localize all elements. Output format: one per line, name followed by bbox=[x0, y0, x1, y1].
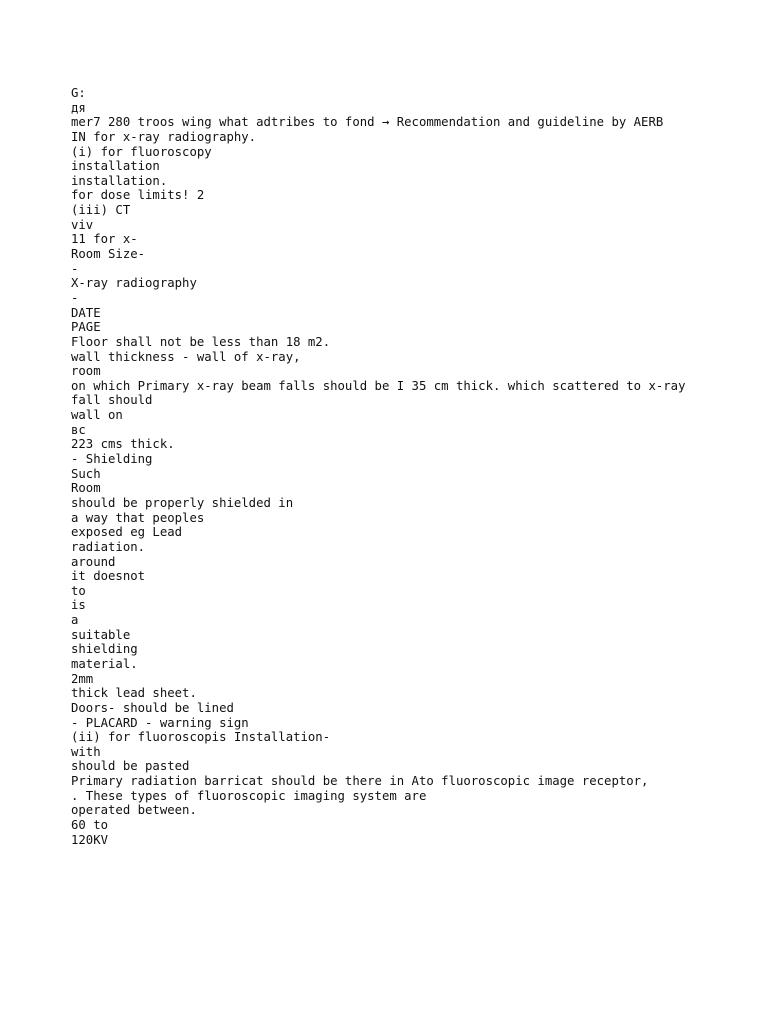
text-line: IN for x-ray radiography. bbox=[71, 129, 257, 144]
text-line: material. bbox=[71, 656, 138, 671]
text-line: PAGE bbox=[71, 320, 101, 335]
text-line: suitable bbox=[71, 627, 131, 642]
text-line: fall should bbox=[71, 393, 153, 408]
text-line: (ii) for fluoroscopis Installation- bbox=[71, 730, 331, 745]
text-line: - bbox=[71, 261, 79, 276]
text-line: DATE bbox=[71, 305, 101, 320]
text-line: 11 for x- bbox=[71, 232, 138, 247]
text-line: exposed eg Lead bbox=[71, 525, 183, 540]
text-line: 60 to bbox=[71, 818, 109, 833]
text-line: mer7 280 troos wing what adtribes to fond → Recommendation and guideline by AERB bbox=[71, 115, 664, 130]
text-line: shielding bbox=[71, 642, 138, 657]
text-line: on which Primary x-ray beam falls should be I 35 cm thick. which scattered to x-ray bbox=[71, 378, 686, 393]
text-line: Floor shall not be less than 18 m2. bbox=[71, 334, 331, 349]
text-line: viv bbox=[71, 217, 94, 232]
ocr-text-block bbox=[71, 86, 751, 847]
text-line: operated between. bbox=[71, 803, 197, 818]
text-line: (iii) CT bbox=[71, 203, 131, 218]
text-line: with bbox=[71, 744, 101, 759]
text-line: to bbox=[71, 583, 86, 598]
text-line: thick lead sheet. bbox=[71, 686, 197, 701]
text-line: Room Size- bbox=[71, 247, 146, 262]
text-line: Doors- should be lined bbox=[71, 700, 234, 715]
text-line: wall thickness - wall of x-ray, bbox=[71, 349, 301, 364]
text-line: radiation. bbox=[71, 539, 146, 554]
text-line: X-ray radiography bbox=[71, 276, 197, 291]
text-line: installation. bbox=[71, 173, 168, 188]
text-line: it doesnot bbox=[71, 569, 146, 584]
text-line: Primary radiation barricat should be there in Ato fluoroscopic image receptor, bbox=[71, 774, 649, 789]
text-line: is bbox=[71, 598, 86, 613]
text-line: room bbox=[71, 364, 101, 379]
text-line: 120KV bbox=[71, 832, 109, 847]
text-line: - bbox=[71, 290, 79, 305]
text-line: around bbox=[71, 554, 116, 569]
text-line: wall on bbox=[71, 408, 123, 423]
text-line: installation bbox=[71, 159, 160, 174]
text-line: 223 cms thick. bbox=[71, 437, 175, 452]
text-line: дя bbox=[71, 100, 86, 115]
text-line: Such bbox=[71, 466, 101, 481]
text-line: a bbox=[71, 613, 79, 628]
text-line: 2mm bbox=[71, 671, 94, 686]
text-line: Room bbox=[71, 481, 101, 496]
text-line: . These types of fluoroscopic imaging system are bbox=[71, 788, 427, 803]
text-line: вс bbox=[71, 422, 86, 437]
text-line: a way that peoples bbox=[71, 510, 205, 525]
text-line: - PLACARD - warning sign bbox=[71, 715, 249, 730]
text-line: for dose limits! 2 bbox=[71, 188, 205, 203]
text-line: should be pasted bbox=[71, 759, 190, 774]
text-line: G: bbox=[71, 86, 86, 100]
text-line: should be properly shielded in bbox=[71, 495, 294, 510]
text-line: (i) for fluoroscopy bbox=[71, 144, 212, 159]
text-line: - Shielding bbox=[71, 452, 153, 467]
